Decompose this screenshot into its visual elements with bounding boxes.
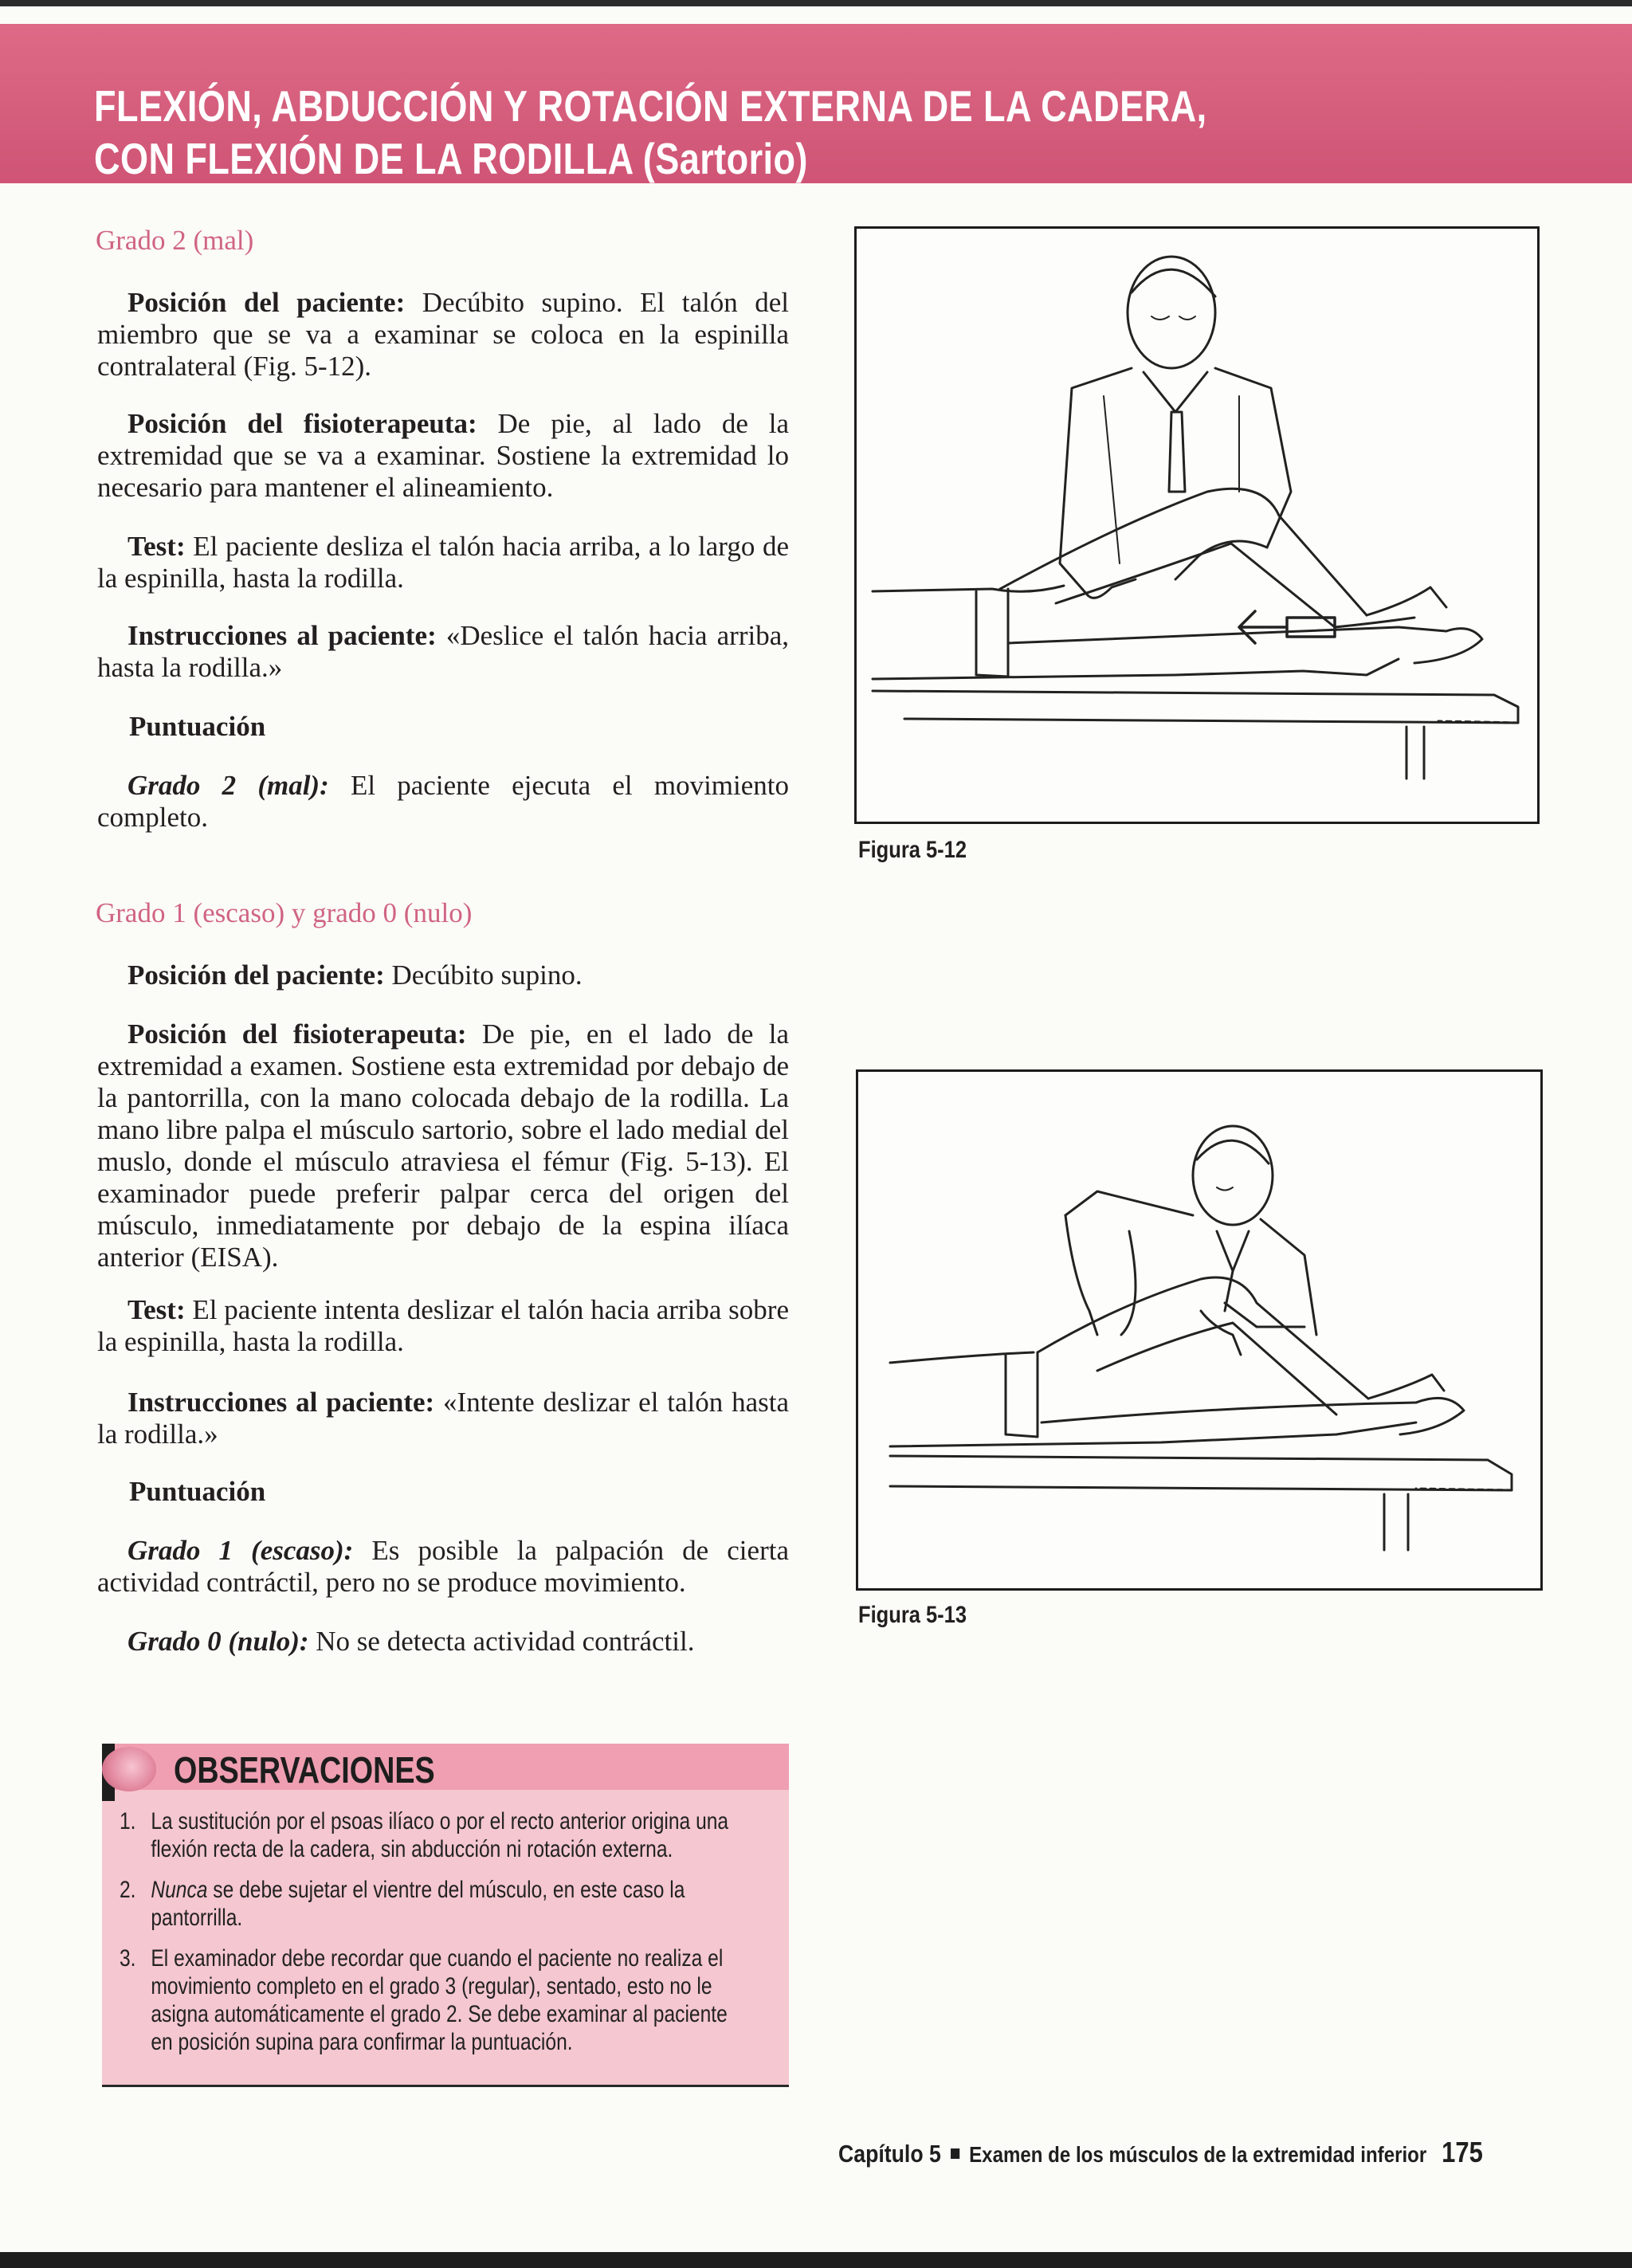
- pink-circle-icon: [102, 1747, 156, 1791]
- page-number: 175: [1442, 2136, 1483, 2168]
- examiner-palpating-sartorius-illustration: [858, 1072, 1540, 1588]
- grade-1-0-instructions: [97, 1387, 789, 1450]
- square-bullet-icon: [951, 2148, 959, 2159]
- examiner-supporting-leg-illustration-with-arrow: [857, 229, 1537, 822]
- test-text: El paciente intenta deslizar el talón hacia arriba sobre la espinilla, hasta la rodilla.: [97, 1294, 789, 1357]
- grade-1-score: [97, 1535, 789, 1599]
- observations-title: OBSERVACIONES: [174, 1749, 435, 1791]
- grade-2-heading: Grado 2 (mal): [96, 225, 254, 256]
- section-title-line-1: FLEXIÓN, ABDUCCIÓN Y ROTACIÓN EXTERNA DE LA CADERA,: [94, 81, 1207, 131]
- therapist-position-label: Posición del fisioterapeuta:: [128, 408, 477, 439]
- score-1-label: Grado 1 (escaso):: [128, 1535, 354, 1566]
- therapist-position-text: De pie, en el lado de la extremidad a examen. Sostiene esta extremidad por debajo de la pantorrilla, con la mano colocada debajo de la rodilla. La mano libre palpa el músculo sartorio, sobre el lado medial del muslo, donde el músculo atraviesa el fémur (Fig. 5-13). El examinador puede preferir palpar cerca del origen del músculo, inmediatamente por debajo de la espina ilíaca anterior (EISA).: [97, 1018, 789, 1273]
- score-label: Grado 2 (mal):: [128, 770, 329, 801]
- patient-position-label: Posición del paciente:: [128, 287, 406, 318]
- page-footer: [838, 2136, 1483, 2169]
- observation-number: 2.: [120, 1877, 136, 1903]
- grade-1-0-scoring-heading: Puntuación: [129, 1476, 266, 1507]
- figure-5-13-caption: Figura 5-13: [858, 1602, 967, 1628]
- figure-5-13: [856, 1069, 1543, 1591]
- instructions-text: «Deslice el talón hacia arriba, hasta la rodilla.»: [97, 620, 789, 683]
- test-text: El paciente desliza el talón hacia arriba, a lo largo de la espinilla, hasta la rodilla.: [97, 531, 789, 594]
- grade-1-0-heading: Grado 1 (escaso) y grado 0 (nulo): [96, 897, 473, 928]
- footer-chapter: Capítulo 5: [838, 2140, 941, 2168]
- observation-item: [120, 1807, 747, 1863]
- test-label: Test:: [128, 531, 186, 562]
- grade-2-patient-position: [97, 287, 789, 383]
- therapist-position-label: Posición del fisioterapeuta:: [128, 1018, 467, 1050]
- observation-emphasis: Nunca: [151, 1877, 208, 1903]
- instructions-text: «Intente deslizar el talón hasta la rodilla.»: [97, 1387, 789, 1450]
- footer-chapter-title: Examen de los músculos de la extremidad inferior: [969, 2142, 1427, 2167]
- grade-1-0-therapist-position: [97, 1018, 789, 1273]
- score-1-text: Es posible la palpación de cierta actividad contráctil, pero no se produce movimiento.: [97, 1535, 789, 1598]
- observation-text: El examinador debe recordar que cuando el paciente no realiza el movimiento completo en el grado 3 (regular), sentado, esto no le asigna automáticamente el grado 2. Se debe examinar al paciente en posición supina para confirmar la puntuación.: [151, 1945, 728, 2055]
- patient-position-label: Posición del paciente:: [128, 959, 385, 991]
- figure-5-12: [854, 226, 1540, 824]
- patient-position-text: Decúbito supino.: [384, 959, 583, 991]
- observations-box: [102, 1744, 789, 2087]
- patient-position-text: Decúbito supino. El talón del miembro que se va a examinar se coloca en la espinilla contralateral (Fig. 5-12).: [97, 287, 789, 382]
- grade-2-instructions: [97, 620, 789, 684]
- grade-2-scoring-heading: Puntuación: [129, 711, 266, 742]
- grade-1-0-test: [97, 1294, 789, 1358]
- observation-number: 3.: [120, 1945, 136, 1972]
- observation-text: La sustitución por el psoas ilíaco o por el recto anterior origina una flexión recta de la cadera, sin abducción ni rotación externa.: [151, 1808, 729, 1862]
- score-text: El paciente ejecuta el movimiento completo.: [97, 770, 790, 833]
- grade-2-therapist-position: [97, 408, 789, 504]
- section-title-line-2: CON FLEXIÓN DE LA RODILLA (Sartorio): [94, 134, 808, 183]
- grade-1-0-patient-position: [97, 959, 789, 991]
- bottom-edge-rule: [0, 2252, 1632, 2268]
- instructions-label: Instrucciones al paciente:: [128, 1387, 435, 1418]
- grade-2-score: [97, 770, 789, 834]
- observation-number: 1.: [120, 1808, 136, 1834]
- grade-2-test: [97, 531, 789, 594]
- therapist-position-text: De pie, al lado de la extremidad que se va a examinar. Sostiene la extremidad lo necesario para mantener el alineamiento.: [97, 408, 789, 503]
- test-label: Test:: [128, 1294, 186, 1325]
- observation-item: [120, 1876, 747, 1932]
- figure-5-12-caption: Figura 5-12: [858, 837, 967, 863]
- observation-item: [120, 1944, 747, 2056]
- section-title: [94, 80, 1205, 185]
- top-edge-rule: [0, 0, 1632, 6]
- observation-text: se debe sujetar el vientre del músculo, en este caso la pantorrilla.: [151, 1877, 685, 1931]
- grade-0-score: [97, 1626, 789, 1658]
- score-0-label: Grado 0 (nulo):: [128, 1626, 309, 1657]
- score-0-text: No se detecta actividad contráctil.: [308, 1626, 695, 1657]
- observations-list: [120, 1807, 747, 2069]
- instructions-label: Instrucciones al paciente:: [128, 620, 437, 651]
